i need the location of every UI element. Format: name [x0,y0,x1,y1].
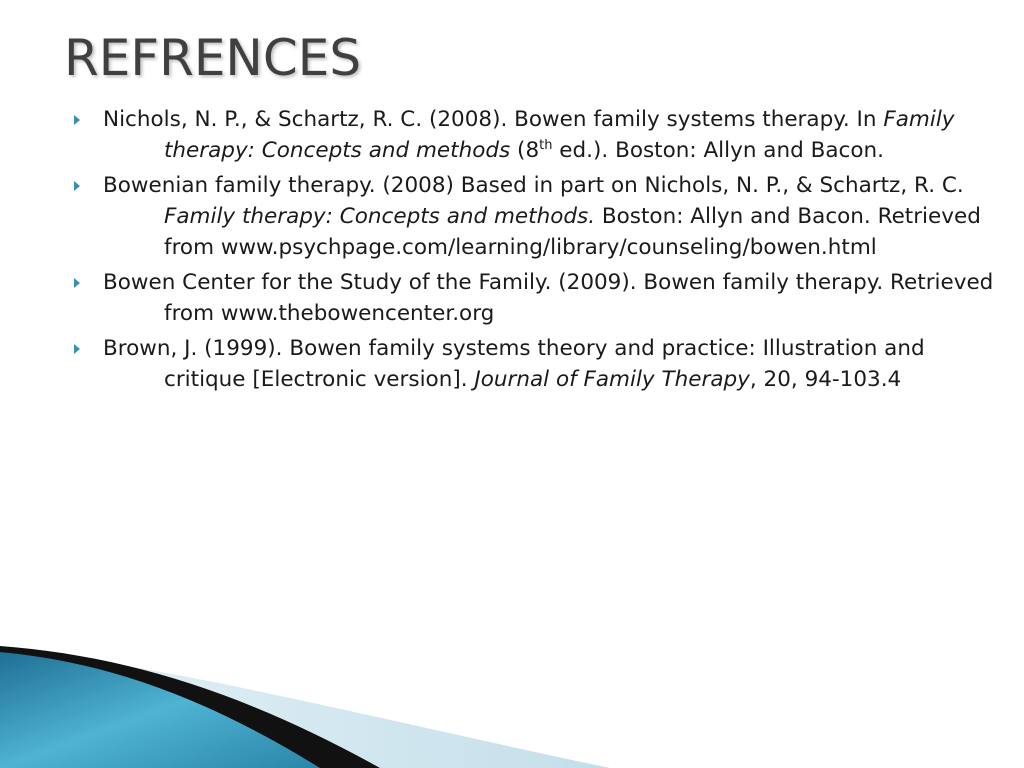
reference-text: Boston: Allyn and Bacon. Retrieved from [164,204,981,260]
slide-title: REFRENCES [64,29,362,87]
reference-title-italic: Family therapy: Concepts and methods. [164,204,596,229]
reference-text: Bowenian family therapy. (2008) Based in part on Nichols, N. P., & Schartz, R. C. [103,173,964,198]
reference-title-italic: Journal of Family Therapy [474,367,750,392]
reference-url: www.psychpage.com/learning/library/counseling/bowen.html [220,235,877,260]
reference-title-italic: Family therapy: Concepts and methods [164,107,955,163]
reference-text: Brown, J. (1999). Bowen family systems theory and practice: Illustration and critique [Electronic version]. [103,336,925,392]
reference-text: (8 [510,138,540,163]
reference-superscript: th [539,138,553,153]
reference-text: ed.). Boston: Allyn and Bacon. [552,138,884,163]
reference-text: , 20, 94-103.4 [749,367,902,392]
reference-text: Bowen Center for the Study of the Family. (2009). Bowen family therapy. Retrieved from www.thebowencenter.org [103,270,994,326]
reference-text: Nichols, N. P., & Schartz, R. C. (2008). Bowen family systems therapy. In [103,107,884,132]
